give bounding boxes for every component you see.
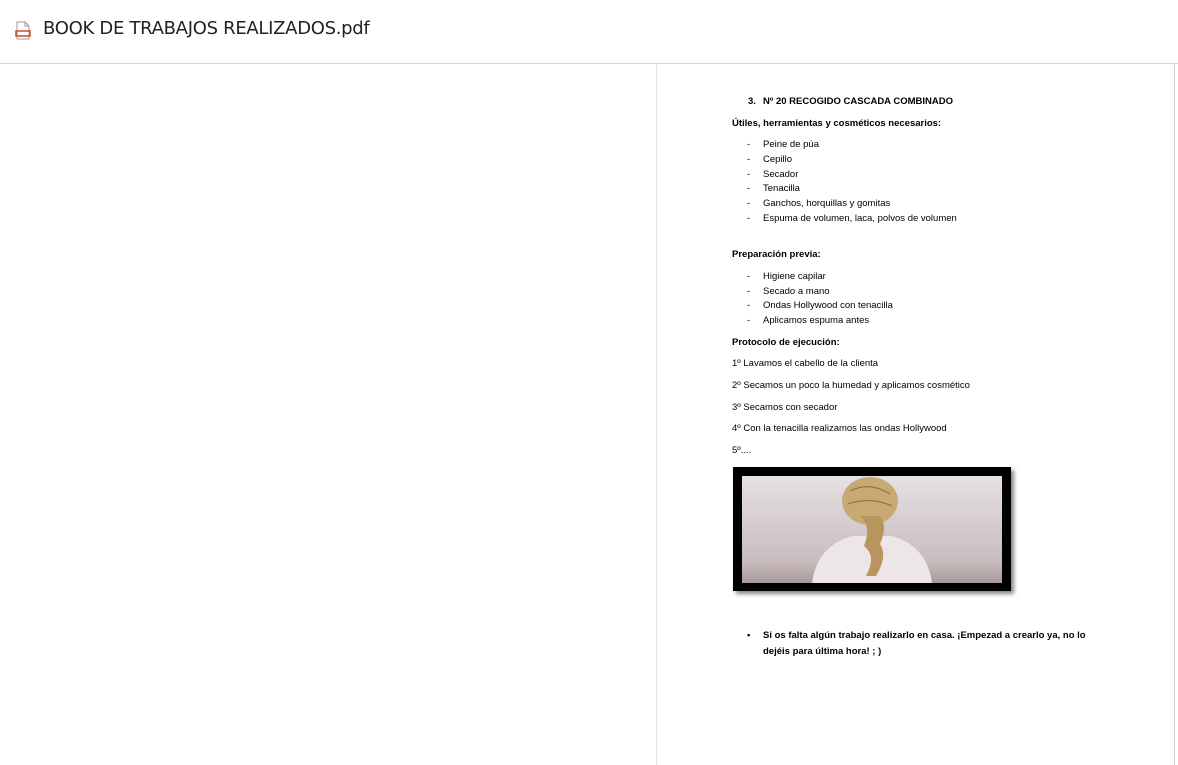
pdf-page[interactable] — [658, 64, 1175, 765]
hairstyle-photo-frame — [733, 467, 1011, 591]
list-item: Tenacilla — [763, 183, 800, 194]
document-title: BOOK DE TRABAJOS REALIZADOS.pdf — [43, 18, 370, 39]
bullet: • — [747, 630, 751, 641]
dash: - — [747, 315, 751, 326]
list-item: Secado a mano — [763, 286, 830, 297]
hairstyle-photo — [742, 476, 1002, 583]
step: 2º Secamos un poco la humedad y aplicamos cosmético — [732, 380, 970, 391]
dash: - — [747, 183, 751, 194]
header — [0, 0, 1178, 64]
tools-heading: Útiles, herramientas y cosméticos necesarios: — [732, 118, 942, 129]
section-number: 3. — [748, 96, 756, 107]
step: 4º Con la tenacilla realizamos las ondas Hollywood — [732, 423, 947, 434]
dash: - — [747, 213, 751, 224]
list-item: Peine de púa — [763, 139, 819, 150]
dash: - — [747, 198, 751, 209]
protocol-heading: Protocolo de ejecución: — [732, 337, 840, 348]
pdf-file-icon — [15, 21, 31, 40]
list-item: Aplicamos espuma antes — [763, 315, 870, 326]
list-item: Secador — [763, 169, 799, 180]
list-item: Ganchos, horquillas y gomitas — [763, 198, 891, 209]
dash: - — [747, 154, 751, 165]
step: 5º.... — [732, 445, 752, 456]
dash: - — [747, 300, 751, 311]
list-item: Espuma de volumen, laca, polvos de volumen — [763, 213, 957, 224]
prep-heading: Preparación previa: — [732, 249, 821, 260]
blank-page-area — [0, 64, 657, 765]
dash: - — [747, 139, 751, 150]
dash: - — [747, 271, 751, 282]
dash: - — [747, 286, 751, 297]
closing-note-line2: dejéis para última hora! ; ) — [763, 646, 882, 657]
section-title: Nº 20 RECOGIDO CASCADA COMBINADO — [763, 96, 953, 107]
list-item: Ondas Hollywood con tenacilla — [763, 300, 893, 311]
list-item: Cepillo — [763, 154, 793, 165]
step: 1º Lavamos el cabello de la clienta — [732, 358, 879, 369]
closing-note-line1: Si os falta algún trabajo realizarlo en casa. ¡Empezad a crearlo ya, no lo — [763, 630, 1086, 641]
dash: - — [747, 169, 751, 180]
list-item: Higiene capilar — [763, 271, 826, 282]
step: 3º Secamos con secador — [732, 402, 838, 413]
